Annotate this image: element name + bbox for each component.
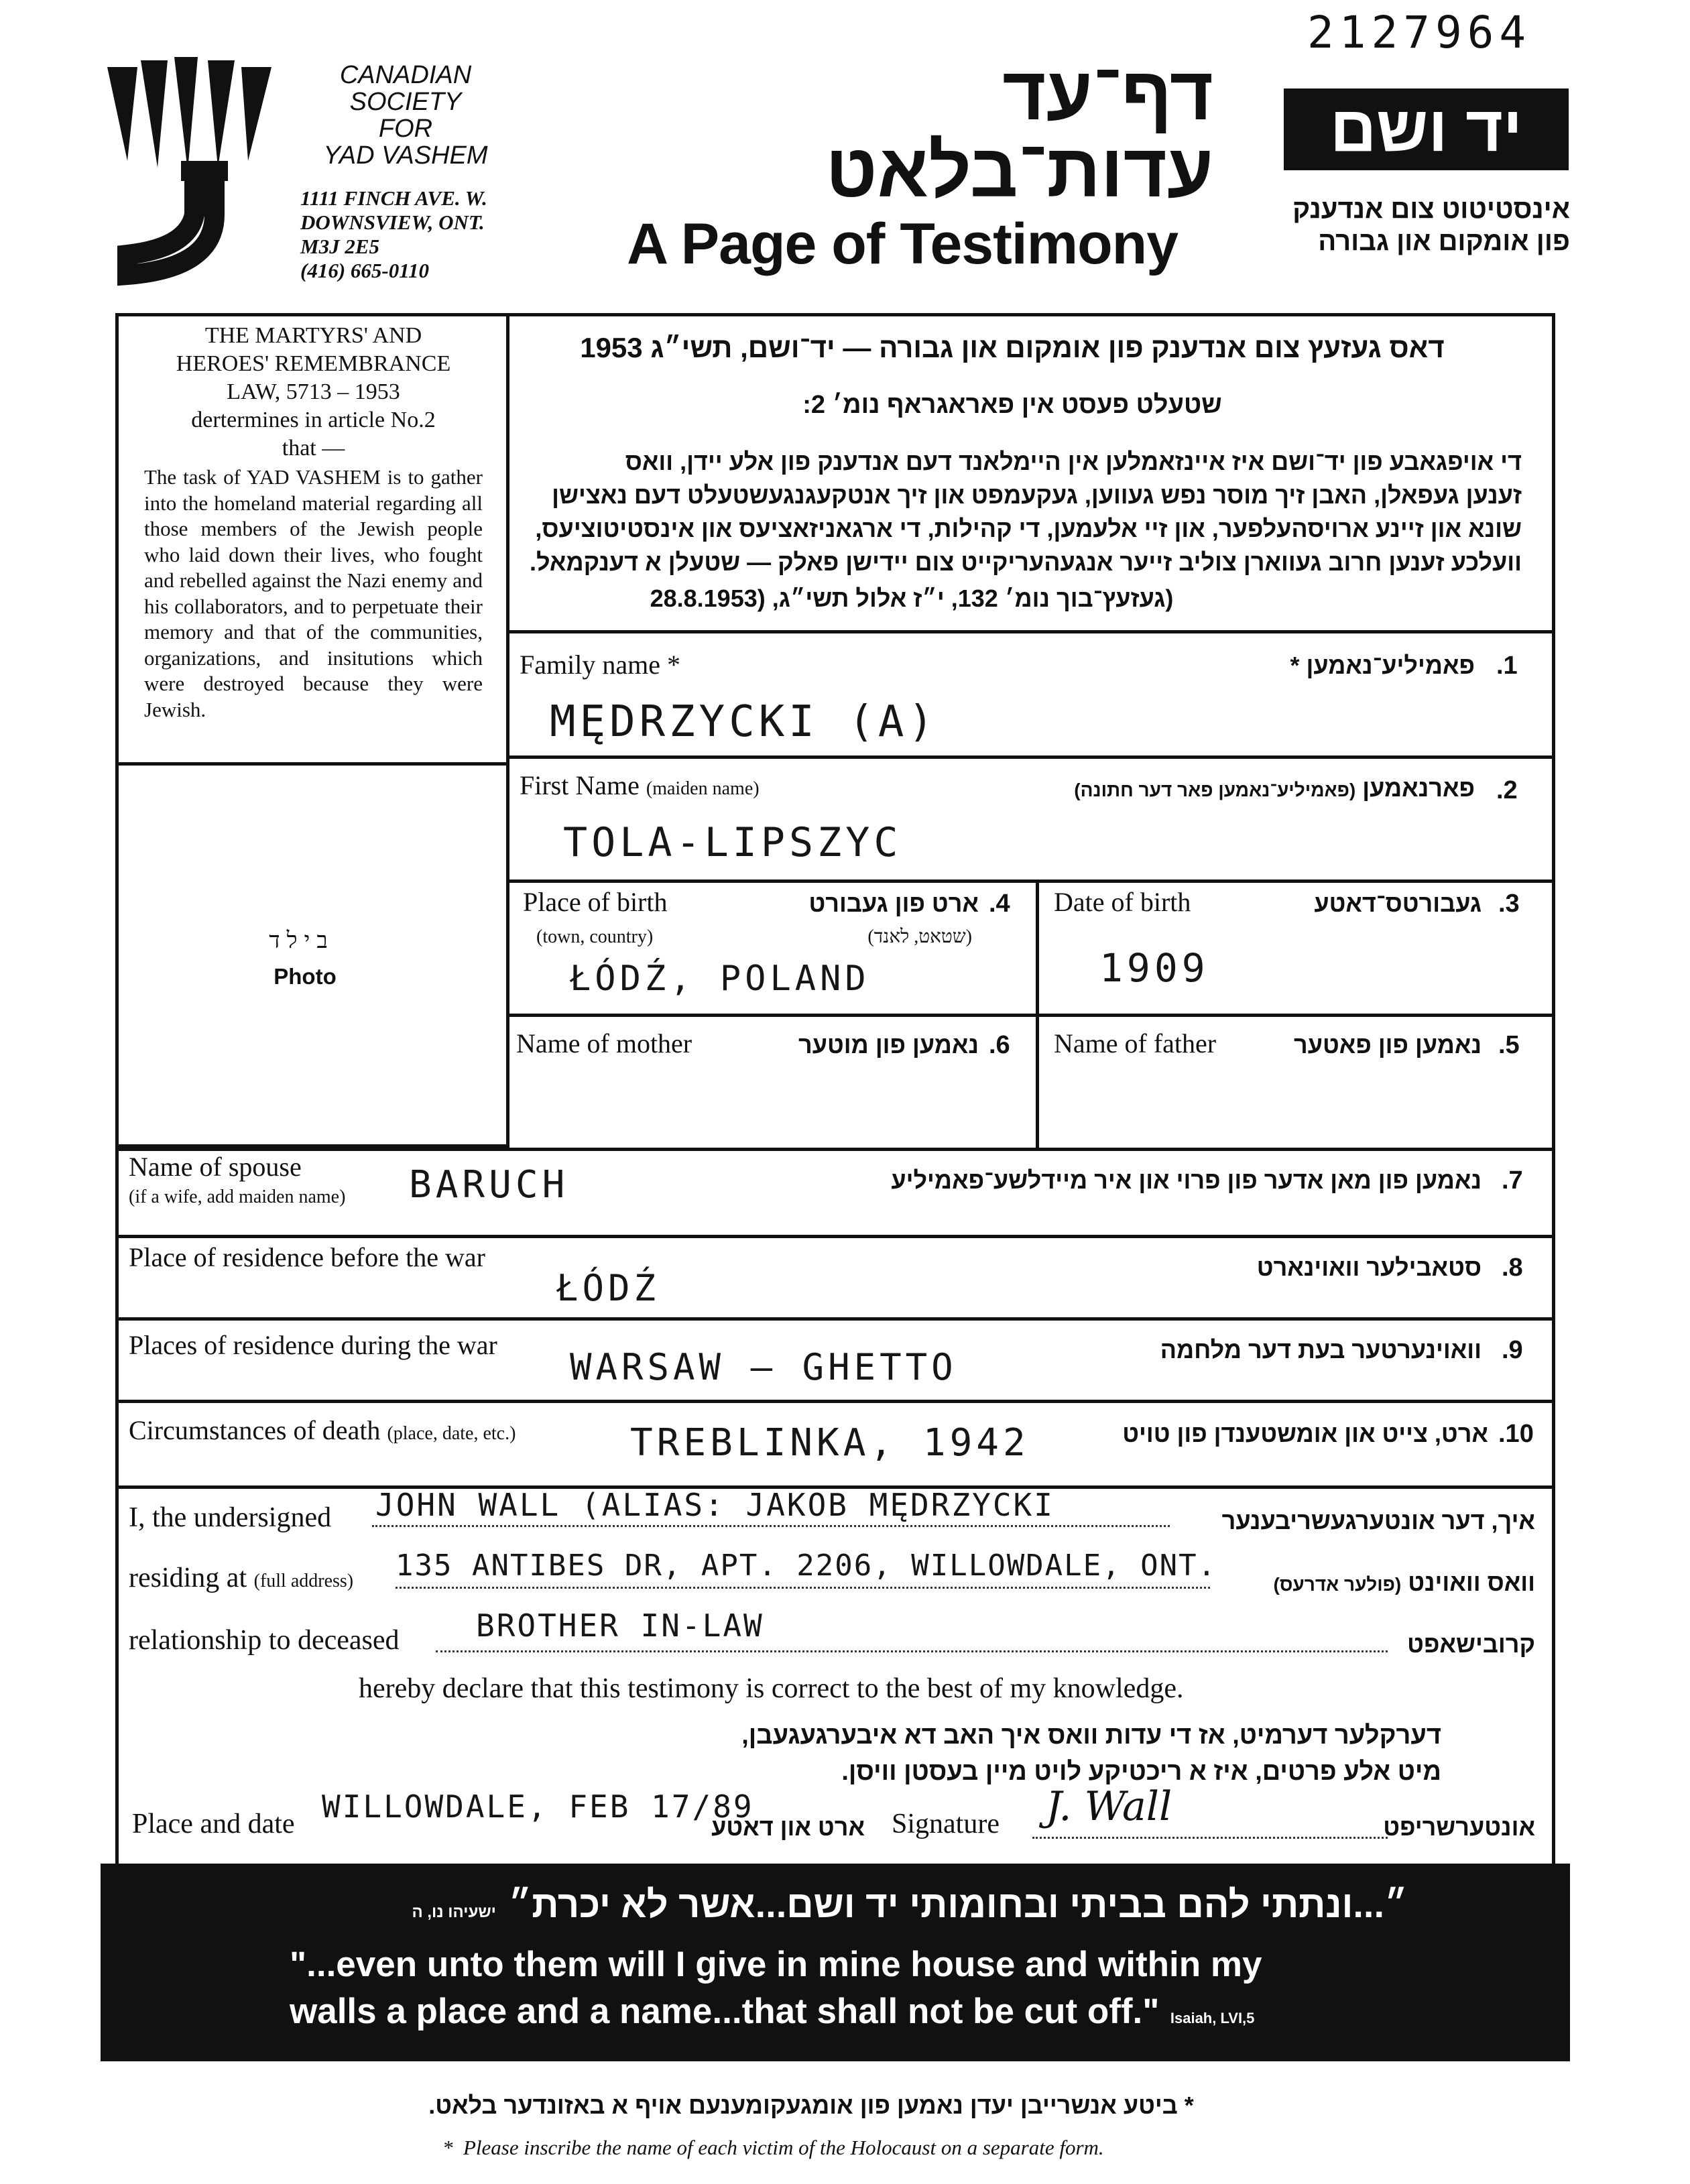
yad-vashem-logo: יד ושם: [1284, 88, 1569, 170]
residence-before-war-label: Place of residence before the war: [129, 1242, 485, 1272]
name-of-mother-label: Name of mother: [516, 1028, 692, 1058]
society-name-line: YAD VASHEM: [323, 141, 488, 170]
banner-english-source: Isaiah, LVI,5: [1170, 2010, 1255, 2026]
circumstances-label-text: Circumstances of death: [129, 1415, 381, 1445]
banner-english-1: "...even unto them will I give in mine house and within my: [290, 1945, 1262, 1984]
signature-value[interactable]: J. Wall: [1046, 1783, 1172, 1830]
residing-label-yiddish: [1207, 1569, 1535, 1597]
declaration-statement-yiddish-2: מיט אלע פרטים, איז א ריכטיקע לויט מיין בעסטן וויסן.: [841, 1758, 1441, 1786]
society-address: [300, 186, 487, 283]
declaration-statement-yiddish-1: דערקלער דערמיט, אז די עדות וואס איך האב דא איבערגעגעבן,: [741, 1721, 1441, 1750]
spouse-sub: (if a wife, add maiden name): [129, 1187, 346, 1207]
address-line: M3J 2E5: [300, 235, 379, 258]
menorah-logo: [101, 47, 295, 288]
name-of-father-label: Name of father: [1054, 1028, 1217, 1058]
undersigned-value[interactable]: JOHN WALL (ALIAS: JAKOB MĘDRZYCKI: [375, 1487, 1054, 1523]
residing-label-text: residing at: [129, 1563, 247, 1593]
residence-during-war-number: .9: [1502, 1336, 1523, 1364]
circumstances-of-death-value[interactable]: TREBLINKA, 1942: [630, 1421, 1030, 1465]
family-name-label-yiddish: פאמיליע־נאמען *: [1290, 652, 1475, 679]
signature-dotted-line: [1032, 1837, 1388, 1839]
spouse-label-yiddish: נאמען פון מאן אדער פון פרוי און איר מיידלשע־פאמיליע: [891, 1166, 1482, 1194]
residing-yi-text: וואס וואוינט: [1408, 1569, 1535, 1596]
first-name-label: [520, 770, 760, 801]
photo-label: Photo: [274, 964, 337, 989]
yiddish-law-line-6: וועלכע זענען חרוב געווארן צוליב זייער אנגעהעריקייט צום יידישן פאלק — שטעלן א דענקמאל.: [530, 548, 1522, 576]
address-line: (416) 665-0110: [300, 259, 430, 282]
society-name-line: SOCIETY: [349, 88, 462, 116]
first-name-label-text: First Name: [520, 770, 640, 800]
banner-hebrew-source: ישעיהו נו, ה: [412, 1903, 496, 1921]
society-name-line: CANADIAN: [339, 61, 472, 89]
relationship-label: relationship to deceased: [129, 1625, 400, 1656]
photo-label-yiddish: בילד: [269, 928, 335, 953]
first-name-number: .2: [1496, 776, 1518, 804]
declaration-statement: hereby declare that this testimony is correct to the best of my knowledge.: [359, 1673, 1184, 1704]
name-of-father-label-yiddish: נאמען פון פאטער: [1294, 1031, 1482, 1058]
institute-line-2: פון אומקום און גבורה: [1318, 227, 1570, 256]
date-of-birth-value[interactable]: 1909: [1099, 945, 1209, 991]
spouse-value[interactable]: BARUCH: [409, 1163, 569, 1207]
residing-sub: (full address): [253, 1571, 354, 1591]
law-line: LAW, 5713 – 1953: [227, 379, 400, 404]
first-name-label-yiddish: [939, 774, 1475, 802]
undersigned-label: I, the undersigned: [129, 1502, 332, 1533]
first-name-sub: (maiden name): [646, 778, 760, 799]
place-of-birth-sub-yiddish: (שטאט, לאנד): [867, 926, 972, 947]
residence-before-war-value[interactable]: ŁÓDŹ: [556, 1267, 660, 1309]
place-of-birth-label: Place of birth: [523, 887, 668, 917]
yiddish-law-line-1: דאס געזעץ צום אנדענק פון אומקום און גבורה — יד־ושם, תשי״ג 1953: [580, 332, 1445, 363]
place-date-label: Place and date: [132, 1809, 295, 1839]
undersigned-dotted-line: [372, 1525, 1170, 1527]
spouse-number: .7: [1502, 1166, 1523, 1195]
yiddish-law-line-4: זענען געפאלן, האבן זיך מוסר נפש געווען, געקעמפט און זיך אנטקעגנגעשטעלט דעם נאצישן: [552, 481, 1522, 509]
photo-box: [115, 762, 509, 1148]
institute-line-1: אינסטיטוט צום אנדענק: [1292, 194, 1570, 224]
banner-english-2-text: walls a place and a name...that shall not be cut off.": [290, 1992, 1160, 2031]
relationship-value[interactable]: BROTHER IN-LAW: [476, 1607, 764, 1644]
name-of-father-number: .5: [1498, 1031, 1520, 1059]
place-of-birth-number: .4: [989, 890, 1010, 918]
relationship-dotted-line: [436, 1650, 1388, 1652]
serial-number: 2127964: [1307, 7, 1532, 58]
yiddish-title-1: דף־עד: [1002, 52, 1213, 135]
banner-english-2: [290, 1991, 1254, 2032]
signature-label-yiddish: אונטערשריפט: [1383, 1813, 1535, 1841]
circumstances-of-death-label-yiddish: ארט, צייט און אומשטענדן פון טויט: [1122, 1420, 1488, 1447]
yiddish-law-line-3: די אויפגאבע פון יד־ושם איז איינזאמלען אין היימלאנד דעם אנדענק פון אלע יידן, וואס: [625, 448, 1522, 475]
date-of-birth-label: Date of birth: [1054, 887, 1191, 917]
residence-during-war-label: Places of residence during the war: [129, 1330, 497, 1360]
residing-value[interactable]: 135 ANTIBES DR, APT. 2206, WILLOWDALE, ONT.: [396, 1549, 1217, 1583]
footer-yiddish: * ביטע אנשרייבן יעדן נאמען פון אומגעקומענעם אויף א באזונדער בלאט.: [428, 2091, 1194, 2119]
residing-dotted-line: [396, 1587, 1210, 1589]
relationship-label-yiddish: קרובישאפט: [1407, 1630, 1535, 1658]
yiddish-title-2: עדות־בלאט: [825, 129, 1213, 213]
family-name-value[interactable]: MĘDRZYCKI (A): [550, 697, 938, 747]
place-date-value[interactable]: WILLOWDALE, FEB 17/89: [322, 1788, 754, 1825]
society-name: [298, 62, 513, 169]
law-line: HEROES' REMEMBRANCE: [176, 351, 451, 376]
date-of-birth-number: .3: [1498, 890, 1520, 918]
undersigned-label-yiddish: איך, דער אונטערגעשריבענער: [1221, 1507, 1535, 1534]
law-line: dertermines in article No.2: [191, 408, 436, 432]
circumstances-sub: (place, date, etc.): [387, 1423, 516, 1444]
residing-label: [129, 1562, 353, 1594]
footer-english: * Please inscribe the name of each victim of the Holocaust on a separate form.: [442, 2136, 1104, 2159]
banner-hebrew-text: ״...ונתתי להם בביתי ובחומותי יד ושם...אשר לא יכרת״: [508, 1883, 1408, 1925]
place-of-birth-value[interactable]: ŁÓDŹ, POLAND: [570, 959, 870, 999]
first-name-sub-yi: (פאמיליע־נאמען פאר דער חתונה): [1074, 780, 1356, 800]
law-line: that —: [282, 436, 345, 461]
society-name-line: FOR: [378, 115, 433, 143]
law-heading: [141, 322, 486, 463]
family-name-label: Family name *: [520, 650, 680, 680]
name-of-mother-label-yiddish: נאמען פון מוטער: [798, 1031, 979, 1058]
circumstances-of-death-number: .10: [1498, 1420, 1534, 1448]
family-name-number: .1: [1496, 652, 1518, 680]
signature-label: Signature: [892, 1809, 1000, 1839]
residence-during-war-value[interactable]: WARSAW – GHETTO: [570, 1346, 957, 1388]
yiddish-law-line-2: שטעלט פעסט אין פאראגראף נומ׳ 2:: [802, 391, 1222, 419]
circumstances-of-death-label: [129, 1414, 516, 1446]
spouse-label: Name of spouse: [129, 1152, 302, 1182]
first-name-value[interactable]: TOLA-LIPSZYC: [563, 819, 902, 866]
yiddish-law-line-7: (געזעץ־בוך נומ׳ 132, י״ז אלול תשי״ג, (28.8.1953: [650, 585, 1174, 612]
residence-during-war-label-yiddish: וואוינערטער בעת דער מלחמה: [1160, 1336, 1482, 1363]
law-line: THE MARTYRS' AND: [204, 323, 422, 348]
place-of-birth-sub: (town, country): [536, 926, 654, 947]
residence-before-war-number: .8: [1502, 1254, 1523, 1282]
address-line: DOWNSVIEW, ONT.: [300, 210, 485, 234]
english-title: A Page of Testimony: [627, 212, 1179, 276]
name-of-mother-number: .6: [989, 1031, 1010, 1059]
date-of-birth-label-yiddish: געבורטס־דאטע: [1314, 890, 1482, 917]
yiddish-law-line-5: שונא און זיינע ארויסהעלפער, און זיי אלעמען, די קהילות, די ארגאניזאציעס און אינסטיטוציעס,: [535, 515, 1522, 542]
residing-sub-yi: (פולער אדרעס): [1273, 1574, 1402, 1595]
residence-before-war-label-yiddish: סטאבילער וואוינארט: [1256, 1254, 1482, 1281]
law-body: The task of YAD VASHEM is to gather into the homeland material regarding all those members of the Jewish people who laid down their lives, who fought and rebelled against the Nazi enemy and his collaborators, and to perpetuate their memory and that of the communities, organizations, and insitutions which were destroyed because they were Jewish.: [144, 465, 483, 721]
banner-hebrew: [268, 1882, 1408, 1926]
first-name-label-yi-text: פארנאמען: [1362, 774, 1475, 802]
place-date-label-yiddish: ארט און דאטע: [711, 1813, 865, 1841]
address-line: 1111 FINCH AVE. W.: [300, 186, 487, 210]
place-of-birth-label-yiddish: ארט פון געבורט: [808, 890, 979, 917]
